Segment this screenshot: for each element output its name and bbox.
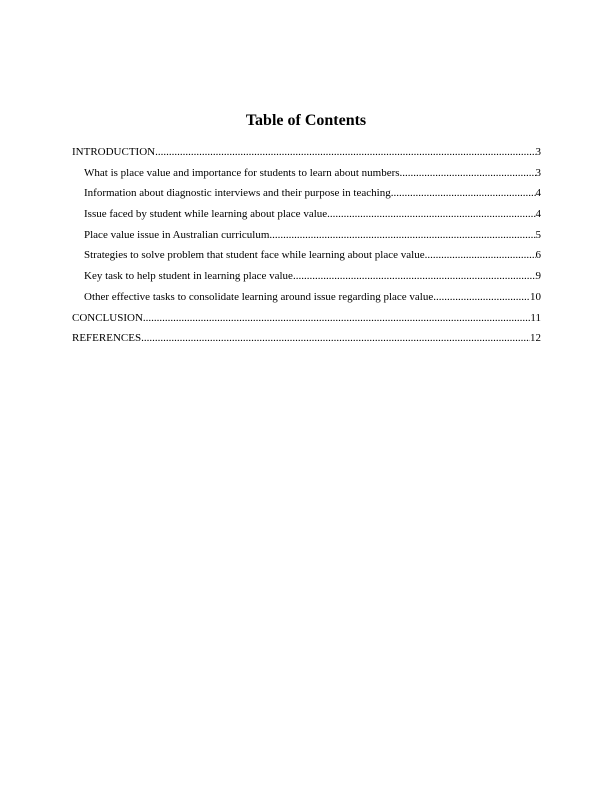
toc-dot-leader [269, 228, 535, 242]
toc-entry-page: 11 [530, 311, 541, 324]
toc-dot-leader [155, 145, 535, 159]
toc-dot-leader [141, 331, 530, 345]
toc-entry-page: 9 [535, 270, 541, 283]
toc-entry-other-tasks[interactable] [72, 290, 541, 311]
toc-entry-label: Information about diagnostic interviews and their purpose in teaching [84, 187, 391, 200]
toc-entry-key-task[interactable] [72, 269, 541, 290]
toc-entry-page: 5 [535, 228, 541, 241]
toc-dot-leader [327, 207, 535, 221]
toc-dot-leader [433, 290, 530, 304]
toc-entry-label: Other effective tasks to consolidate learning around issue regarding place value [84, 290, 434, 303]
toc-entry-strategies[interactable] [72, 248, 541, 269]
toc-dot-leader [400, 166, 536, 180]
toc-entry-label: Key task to help student in learning place value [84, 270, 293, 283]
toc-entry-label: Strategies to solve problem that student face while learning about place value [84, 249, 425, 262]
toc-entry-label: CONCLUSION [72, 311, 143, 324]
toc-list [72, 145, 541, 352]
toc-dot-leader [425, 248, 536, 262]
toc-entry-conclusion[interactable] [72, 311, 541, 332]
toc-entry-place-value-importance[interactable] [72, 166, 541, 187]
toc-entry-page: 4 [535, 187, 541, 200]
toc-entry-page: 6 [535, 249, 541, 262]
toc-entry-label: Issue faced by student while learning about place value [84, 208, 328, 221]
toc-entry-label: INTRODUCTION [72, 146, 156, 158]
toc-entry-introduction[interactable] [72, 145, 541, 166]
toc-entry-references[interactable] [72, 331, 541, 352]
toc-entry-label: What is place value and importance for students to learn about numbers [84, 166, 400, 179]
toc-entry-page: 4 [535, 208, 541, 221]
toc-title: Table of Contents [245, 112, 367, 129]
toc-entry-page: 3 [535, 166, 541, 179]
toc-dot-leader [143, 311, 531, 325]
toc-entry-issue-faced[interactable] [72, 207, 541, 228]
toc-dot-leader [391, 186, 536, 200]
toc-entry-diagnostic-interviews[interactable] [72, 186, 541, 207]
toc-entry-page: 3 [535, 146, 541, 158]
toc-entry-label: Place value issue in Australian curriculum [84, 228, 270, 241]
toc-dot-leader [293, 269, 536, 283]
toc-entry-page: 10 [530, 290, 541, 303]
toc-entry-page: 12 [530, 332, 541, 345]
toc-entry-label: REFERENCES [72, 332, 142, 345]
toc-entry-australian-curriculum[interactable] [72, 228, 541, 249]
